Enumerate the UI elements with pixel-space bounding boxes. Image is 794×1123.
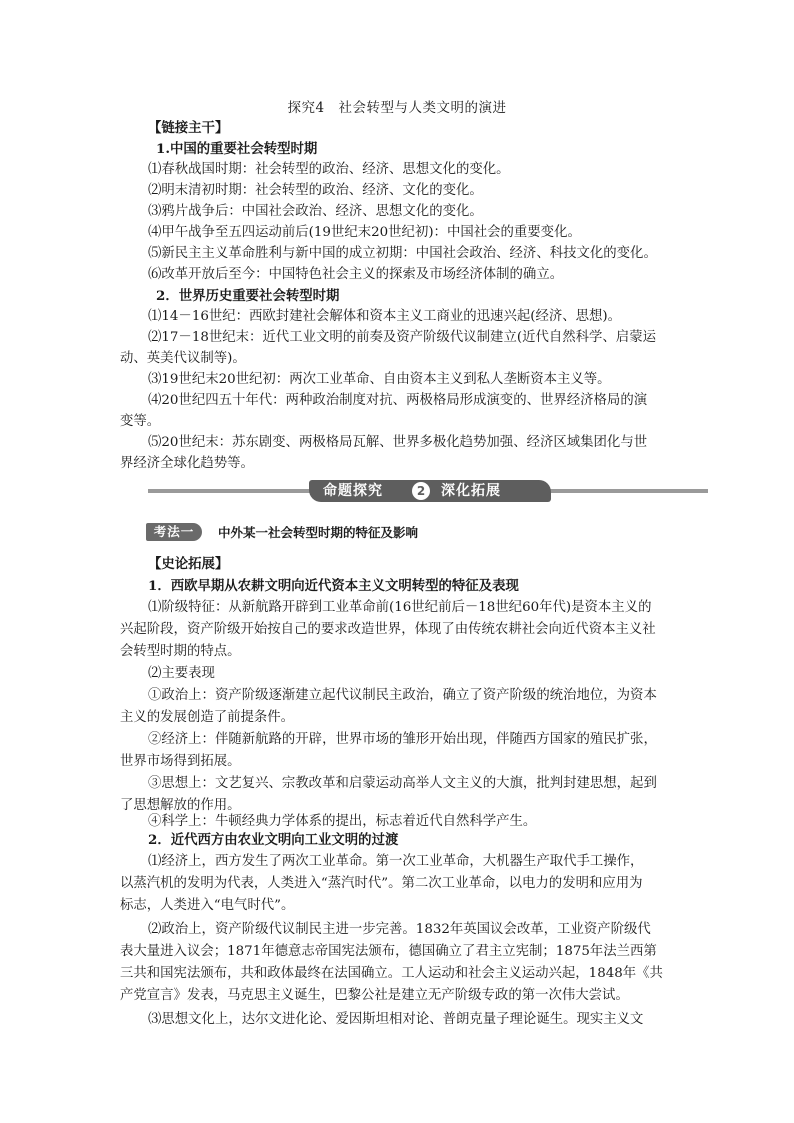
subsection-title-world: 2．世界历史重要社会转型时期 <box>156 288 340 304</box>
china-period-item: ⑷甲午战争至五四运动前后(19世纪末20世纪初)：中国社会的重要变化。 <box>148 225 581 240</box>
extension-line: ⑶思想文化上，达尔文进化论、爱因斯坦相对论、普朗克量子理论诞生。现实主义文 <box>148 1012 644 1027</box>
china-period-item: ⑸新民主主义革命胜利与新中国的成立初期：中国社会政治、经济、科技文化的变化。 <box>148 246 657 261</box>
world-period-line: ⑸20世纪末：苏东剧变、两极格局瓦解、世界多极化趋势加强、经济区域集团化与世 <box>148 435 648 450</box>
world-period-line: 变等。 <box>120 414 161 429</box>
world-period-line: ⑵17－18世纪末：近代工业文明的前奏及资产阶级代议制建立(近代自然科学、启蒙运 <box>148 330 656 345</box>
extension-line: 标志，人类进入“电气时代”。 <box>120 898 295 913</box>
china-period-item: ⑶鸦片战争后：中国社会政治、经济、思想文化的变化。 <box>148 204 483 219</box>
kaofa-title: 中外某一社会转型时期的特征及影响 <box>218 525 419 540</box>
section-heading-link: 【链接主干】 <box>148 120 229 136</box>
extension-line: ⑴经济上，西方发生了两次工业革命。第一次工业革命，大机器生产取代手工操作， <box>148 854 644 869</box>
extension-line: ⑵政治上，资产阶级代议制民主进一步完善。1832年英国议会改革，工业资产阶级代 <box>148 922 651 937</box>
extension-line: 兴起阶段，资产阶级开始按自己的要求改造世界，体现了由传统农耕社会向近代资本主义社 <box>120 622 656 637</box>
extension-line: ③思想上：文艺复兴、宗教改革和启蒙运动高举人文主义的大旗，批判封建思想，起到 <box>148 776 657 791</box>
world-period-line: ⑶19世纪末20世纪初：两次工业革命、自由资本主义到私人垄断资本主义等。 <box>148 372 611 387</box>
extension-line: 表大量进入议会；1871年德意志帝国宪法颁布，德国确立了君主立宪制；1875年法兰西第 <box>120 944 657 959</box>
page-title: 探究4 社会转型与人类文明的演进 <box>287 100 507 116</box>
kaofa-badge: 考法一 <box>146 523 202 541</box>
extension-line: ②经济上：伴随新航路的开辟，世界市场的雏形开始出现，伴随西方国家的殖民扩张， <box>148 732 657 747</box>
china-period-item: ⑵明末清初时期：社会转型的政治、经济、文化的变化。 <box>148 183 483 198</box>
banner-number-badge: 2 <box>412 482 430 500</box>
world-period-line: 界经济全球化趋势等。 <box>120 456 254 471</box>
world-period-line: 动、英美代议制等)。 <box>120 351 246 366</box>
subsection-title-china: 1.中国的重要社会转型时期 <box>156 141 318 157</box>
china-period-item: ⑹改革开放后至今：中国特色社会主义的探索及市场经济体制的确立。 <box>148 267 564 282</box>
extension-line: 世界市场得到拓展。 <box>120 754 241 769</box>
extension-line: 了思想解放的作用。 <box>120 798 241 813</box>
extension-line: 会转型时期的特点。 <box>120 644 241 659</box>
world-period-line: ⑷20世纪四五十年代：两种政治制度对抗、两极格局形成演变的、世界经济格局的演 <box>148 393 648 408</box>
extension-line: 三共和国宪法颁布，共和政体最终在法国确立。工人运动和社会主义运动兴起，1848年《共 <box>120 966 663 981</box>
extension-line: ⑴阶级特征：从新航路开辟到工业革命前(16世纪前后－18世纪60年代)是资本主义的 <box>148 600 652 615</box>
banner-left-text: 命题探究 <box>323 483 383 499</box>
section-banner <box>148 480 708 502</box>
extension-line: 产党宣言》发表，马克思主义诞生，巴黎公社是建立无产阶级专政的第一次伟大尝试。 <box>120 988 629 1003</box>
extension-line: ④科学上：牛顿经典力学体系的提出，标志着近代自然科学产生。 <box>148 814 537 829</box>
extension-line: ⑵主要表现 <box>148 666 215 681</box>
extension-line: 以蒸汽机的发明为代表，人类进入“蒸汽时代”。第二次工业革命，以电力的发明和应用为 <box>120 876 643 891</box>
banner-right-text: 深化拓展 <box>441 483 501 499</box>
extension-line: ①政治上：资产阶级逐渐建立起代议制民主政治，确立了资产阶级的统治地位，为资本 <box>148 688 657 703</box>
world-period-line: ⑴14－16世纪：西欧封建社会解体和资本主义工商业的迅速兴起(经济、思想)。 <box>148 309 622 324</box>
china-period-item: ⑴春秋战国时期：社会转型的政治、经济、思想文化的变化。 <box>148 162 510 177</box>
extension-line: 2．近代西方由农业文明向工业文明的过渡 <box>148 832 399 848</box>
extension-line: 1．西欧早期从农耕文明向近代资本主义文明转型的特征及表现 <box>148 578 519 594</box>
section-heading-extension: 【史论拓展】 <box>148 556 229 572</box>
extension-line: 主义的发展创造了前提条件。 <box>120 710 295 725</box>
